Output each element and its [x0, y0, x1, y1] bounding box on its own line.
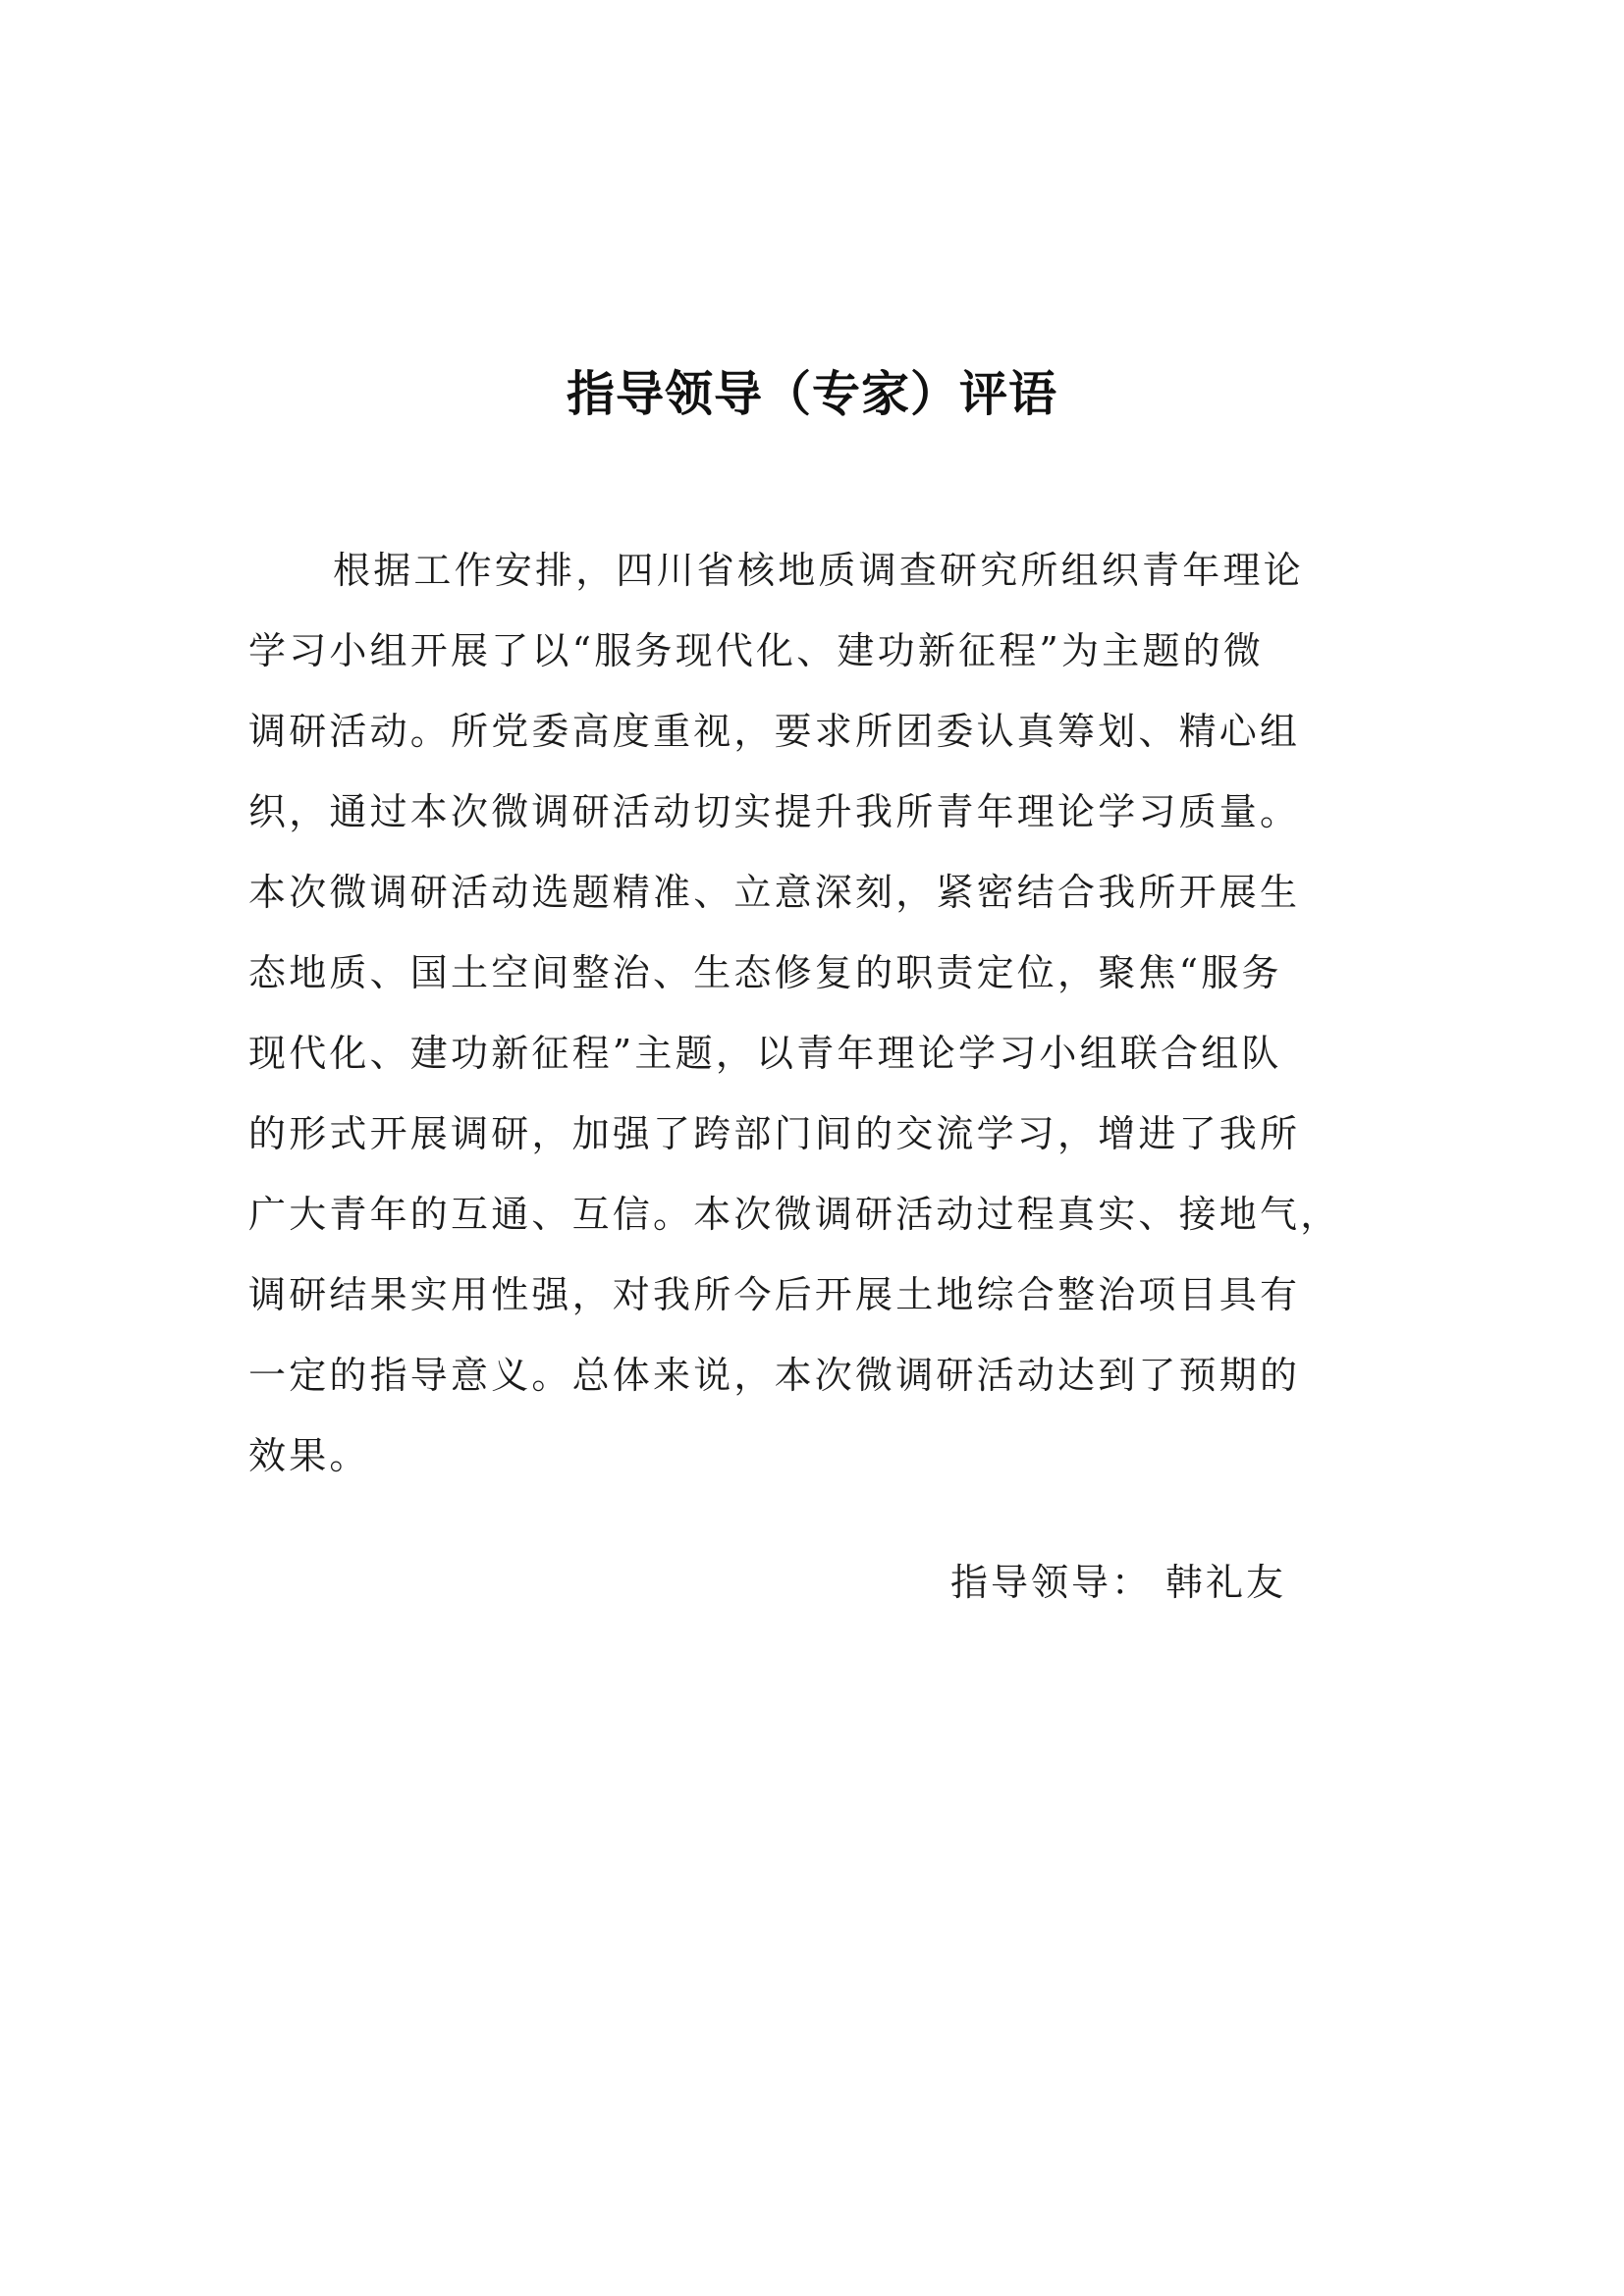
paragraph-line: 态地质、国土空间整治、生态修复的职责定位，聚焦“服务 [248, 951, 1282, 994]
comment-paragraph [248, 530, 1387, 1496]
paragraph-line: 调研结果实用性强，对我所今后开展土地综合整治项目具有 [248, 1273, 1301, 1316]
signature-line [950, 1553, 1286, 1612]
paragraph-line: 根据工作安排，四川省核地质调查研究所组织青年理论 [333, 549, 1304, 592]
document-title: 指导领导（专家）评语 [566, 366, 1057, 422]
paragraph-line: 调研活动。所党委高度重视，要求所团委认真筹划、精心组 [248, 710, 1301, 753]
paragraph-line: 一定的指导意义。总体来说，本次微调研活动达到了预期的 [248, 1354, 1301, 1397]
paragraph-line: 本次微调研活动选题精准、立意深刻，紧密结合我所开展生 [248, 871, 1301, 914]
paragraph-line: 广大青年的互通、互信。本次微调研活动过程真实、接地气， [248, 1193, 1341, 1236]
paragraph-line: 的形式开展调研，加强了跨部门间的交流学习，增进了我所 [248, 1112, 1301, 1155]
paragraph-line: 学习小组开展了以“服务现代化、建功新征程”为主题的微 [248, 629, 1265, 672]
signature-label: 指导领导： [950, 1561, 1153, 1604]
paragraph-line: 现代化、建功新征程”主题，以青年理论学习小组联合组队 [248, 1032, 1282, 1075]
paragraph-line: 织，通过本次微调研活动切实提升我所青年理论学习质量。 [248, 790, 1301, 833]
paragraph-line: 效果。 [248, 1434, 370, 1477]
signature-name: 韩礼友 [1165, 1561, 1287, 1604]
